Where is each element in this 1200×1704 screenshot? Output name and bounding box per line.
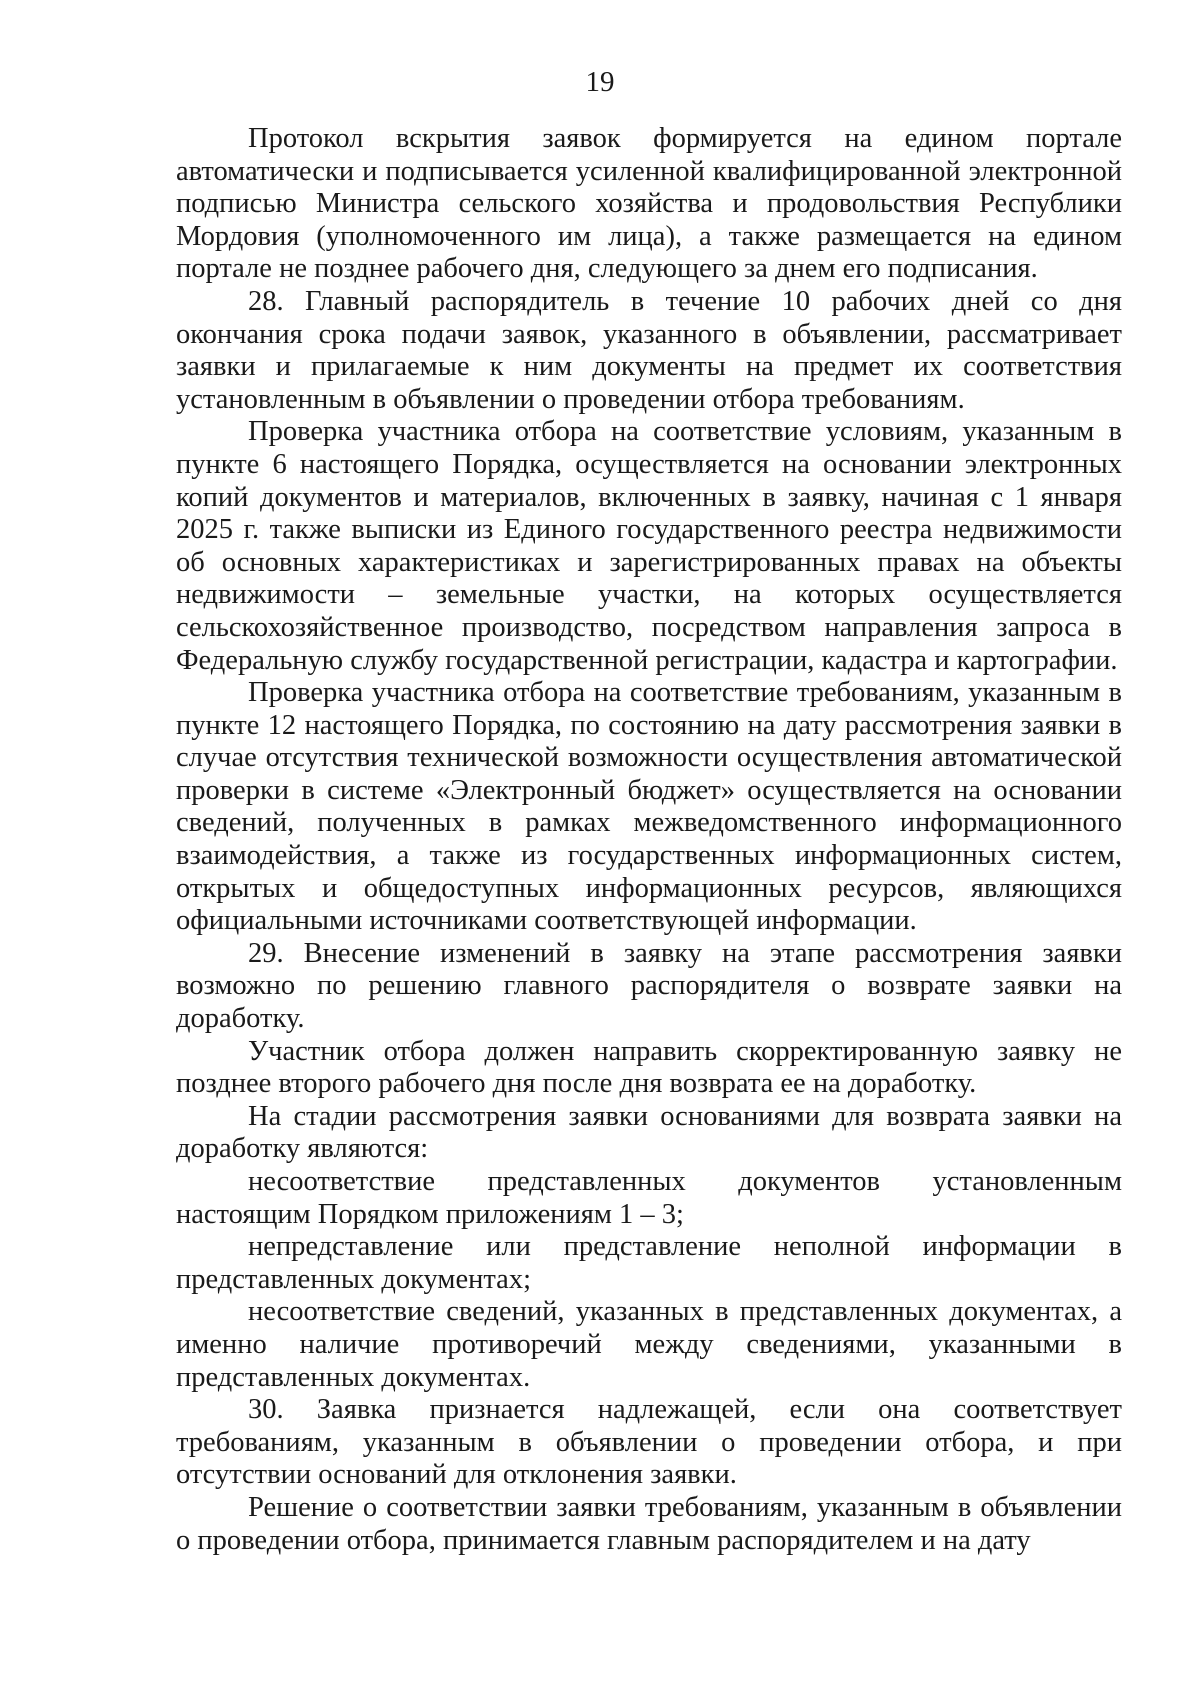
paragraph-29: 29. Внесение изменений в заявку на этапе рассмотрения заявки возможно по решению главного распорядителя о возврате заявки на доработку.	[176, 937, 1122, 1035]
document-body	[176, 123, 1122, 1557]
list-item-incomplete-information: непредставление или представление неполной информации в представленных документах;	[176, 1231, 1122, 1295]
paragraph-return-grounds: На стадии рассмотрения заявки основаниями для возврата заявки на доработку являются:	[176, 1100, 1122, 1165]
page-number: 19	[585, 66, 615, 98]
paragraph-protocol: Протокол вскрытия заявок формируется на едином портале автоматически и подписывается усиленной квалифицированной электронной подписью Министра сельского хозяйства и продовольствия Республики Мордовия (уполномоченного им лица), а также размещается на едином портале не позднее рабочего дня, следующего за днем его подписания.	[176, 123, 1122, 285]
list-item-mismatch-documents: несоответствие представленных документов установленным настоящим Порядком приложениям 1 – 3;	[176, 1166, 1122, 1230]
paragraph-30: 30. Заявка признается надлежащей, если она соответствует требованиям, указанным в объявлении о проведении отбора, и при отсутствии оснований для отклонения заявки.	[176, 1394, 1122, 1491]
paragraph-check-conditions: Проверка участника отбора на соответствие условиям, указанным в пункте 6 настоящего Порядка, осуществляется на основании электронных копий документов и материалов, включенных в заявку, начиная с 1 января 2025 г. также выписки из Единого государственного реестра недвижимости об основных характеристиках и зарегистрированных правах на объекты недвижимости – земельные участки, на которых осуществляется сельскохозяйственное производство, посредством направления запроса в Федеральную службу государственной регистрации, кадастра и картографии.	[176, 416, 1122, 676]
paragraph-28: 28. Главный распорядитель в течение 10 рабочих дней со дня окончания срока подачи заявок, указанного в объявлении, рассматривает заявки и прилагаемые к ним документы на предмет их соответствия установленным в объявлении о проведении отбора требованиям.	[176, 285, 1122, 415]
list-item-contradictions: несоответствие сведений, указанных в представленных документах, а именно наличие противоречий между сведениями, указанными в представленных документах.	[176, 1296, 1122, 1393]
paragraph-decision: Решение о соответствии заявки требованиям, указанным в объявлении о проведении отбора, принимается главным распорядителем и на дату	[176, 1491, 1122, 1556]
paragraph-corrected-application: Участник отбора должен направить скорректированную заявку не позднее второго рабочего дня после дня возврата ее на доработку.	[176, 1035, 1122, 1100]
paragraph-check-requirements: Проверка участника отбора на соответствие требованиям, указанным в пункте 12 настоящего Порядка, по состоянию на дату рассмотрения заявки в случае отсутствия технической возможности осуществления автоматической проверки в системе «Электронный бюджет» осуществляется на основании сведений, полученных в рамках межведомственного информационного взаимодействия, а также из государственных информационных систем, открытых и общедоступных информационных ресурсов, являющихся официальными источниками соответствующей информации.	[176, 677, 1122, 937]
